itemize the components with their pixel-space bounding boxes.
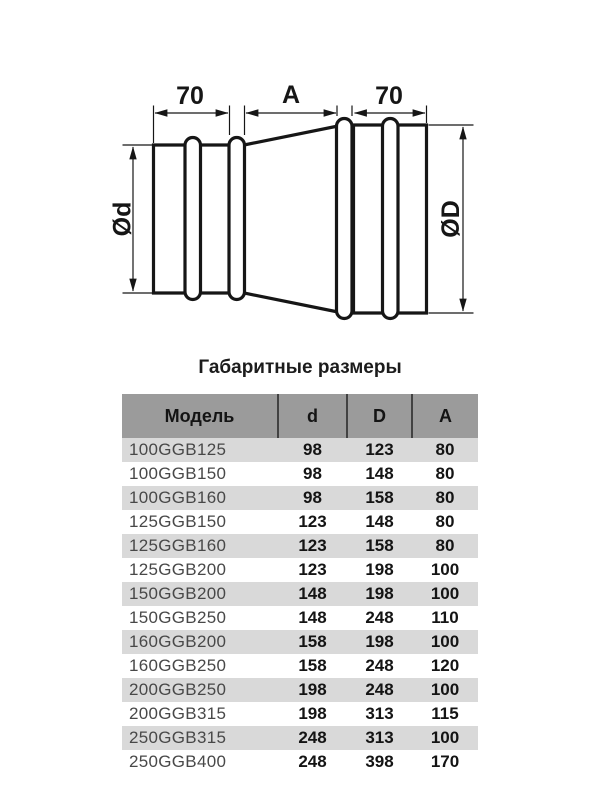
table-row <box>122 438 478 462</box>
model-cell: 160GGB200 <box>129 632 227 651</box>
dim-label-small-diameter: Ød <box>108 201 137 237</box>
value-cell: 123 <box>298 560 327 579</box>
value-cell: 120 <box>430 656 460 675</box>
value-cell: 115 <box>431 704 459 723</box>
model-cell: 160GGB250 <box>129 656 227 675</box>
dimensions-table-header <box>122 394 478 438</box>
value-cell: 158 <box>365 488 394 507</box>
model-cell: 125GGB160 <box>129 536 227 555</box>
value-cell: 158 <box>365 536 394 555</box>
value-cell: 198 <box>298 680 327 699</box>
value-cell: 248 <box>365 680 394 699</box>
dim-label-length-right: 70 <box>375 82 403 110</box>
table-row <box>122 750 478 774</box>
column-header-D: D <box>347 394 412 438</box>
reducer-dimension-drawing <box>0 0 600 345</box>
model-cell: 250GGB400 <box>129 752 227 771</box>
value-cell: 248 <box>298 728 327 747</box>
value-cell: 170 <box>430 752 460 771</box>
bead-large-pipe <box>383 119 399 319</box>
table-row <box>122 462 478 486</box>
value-cell: 198 <box>298 704 327 723</box>
model-cell: 150GGB200 <box>129 584 227 603</box>
value-cell: 100 <box>430 560 460 579</box>
value-cell: 148 <box>365 464 394 483</box>
value-cell: 248 <box>365 608 394 627</box>
table-row <box>122 654 478 678</box>
value-cell: 98 <box>303 440 322 459</box>
model-cell: 200GGB315 <box>129 704 227 723</box>
value-cell: 158 <box>298 656 327 675</box>
table-row <box>122 486 478 510</box>
bead-small-junction <box>229 138 245 300</box>
value-cell: 98 <box>303 488 322 507</box>
table-row <box>122 630 478 654</box>
value-cell: 198 <box>365 584 394 603</box>
value-cell: 198 <box>365 632 394 651</box>
model-cell: 250GGB315 <box>129 728 227 747</box>
value-cell: 123 <box>365 440 394 459</box>
model-cell: 200GGB250 <box>129 680 227 699</box>
bead-small-pipe <box>185 138 201 300</box>
table-row <box>122 678 478 702</box>
value-cell: 248 <box>298 752 327 771</box>
section-title: Габаритные размеры <box>198 357 402 378</box>
column-header-model: Модель <box>122 394 278 438</box>
value-cell: 80 <box>435 464 455 483</box>
value-cell: 248 <box>365 656 394 675</box>
column-header-d: d <box>278 394 347 438</box>
value-cell: 80 <box>435 536 455 555</box>
table-row <box>122 534 478 558</box>
table-row <box>122 582 478 606</box>
value-cell: 98 <box>303 464 322 483</box>
dimensions-table-body <box>122 438 478 774</box>
column-header-A: A <box>412 394 478 438</box>
taper-cone <box>244 126 338 312</box>
model-cell: 100GGB160 <box>129 488 227 507</box>
value-cell: 100 <box>430 728 460 747</box>
value-cell: 398 <box>365 752 394 771</box>
dim-label-large-diameter: ØD <box>437 200 465 238</box>
table-row <box>122 606 478 630</box>
reducer-outline <box>154 119 427 319</box>
model-cell: 150GGB250 <box>129 608 227 627</box>
model-cell: 125GGB150 <box>129 512 227 531</box>
value-cell: 123 <box>298 536 327 555</box>
table-row <box>122 726 478 750</box>
dim-label-length-middle: A <box>281 81 301 109</box>
model-cell: 100GGB125 <box>129 440 227 459</box>
bead-large-junction <box>337 119 353 319</box>
table-row <box>122 702 478 726</box>
value-cell: 198 <box>365 560 394 579</box>
value-cell: 158 <box>298 632 327 651</box>
value-cell: 313 <box>365 728 394 747</box>
value-cell: 80 <box>435 488 455 507</box>
model-cell: 100GGB150 <box>129 464 227 483</box>
model-cell: 125GGB200 <box>129 560 227 579</box>
value-cell: 80 <box>435 440 455 459</box>
dimensions-table <box>122 394 478 774</box>
table-row <box>122 558 478 582</box>
value-cell: 148 <box>365 512 394 531</box>
value-cell: 110 <box>431 608 459 627</box>
dim-label-length-left: 70 <box>176 82 204 110</box>
value-cell: 100 <box>430 632 460 651</box>
value-cell: 100 <box>430 584 460 603</box>
value-cell: 123 <box>298 512 327 531</box>
value-cell: 100 <box>430 680 460 699</box>
value-cell: 148 <box>298 608 327 627</box>
value-cell: 313 <box>365 704 394 723</box>
value-cell: 80 <box>435 512 455 531</box>
table-row <box>122 510 478 534</box>
value-cell: 148 <box>298 584 327 603</box>
